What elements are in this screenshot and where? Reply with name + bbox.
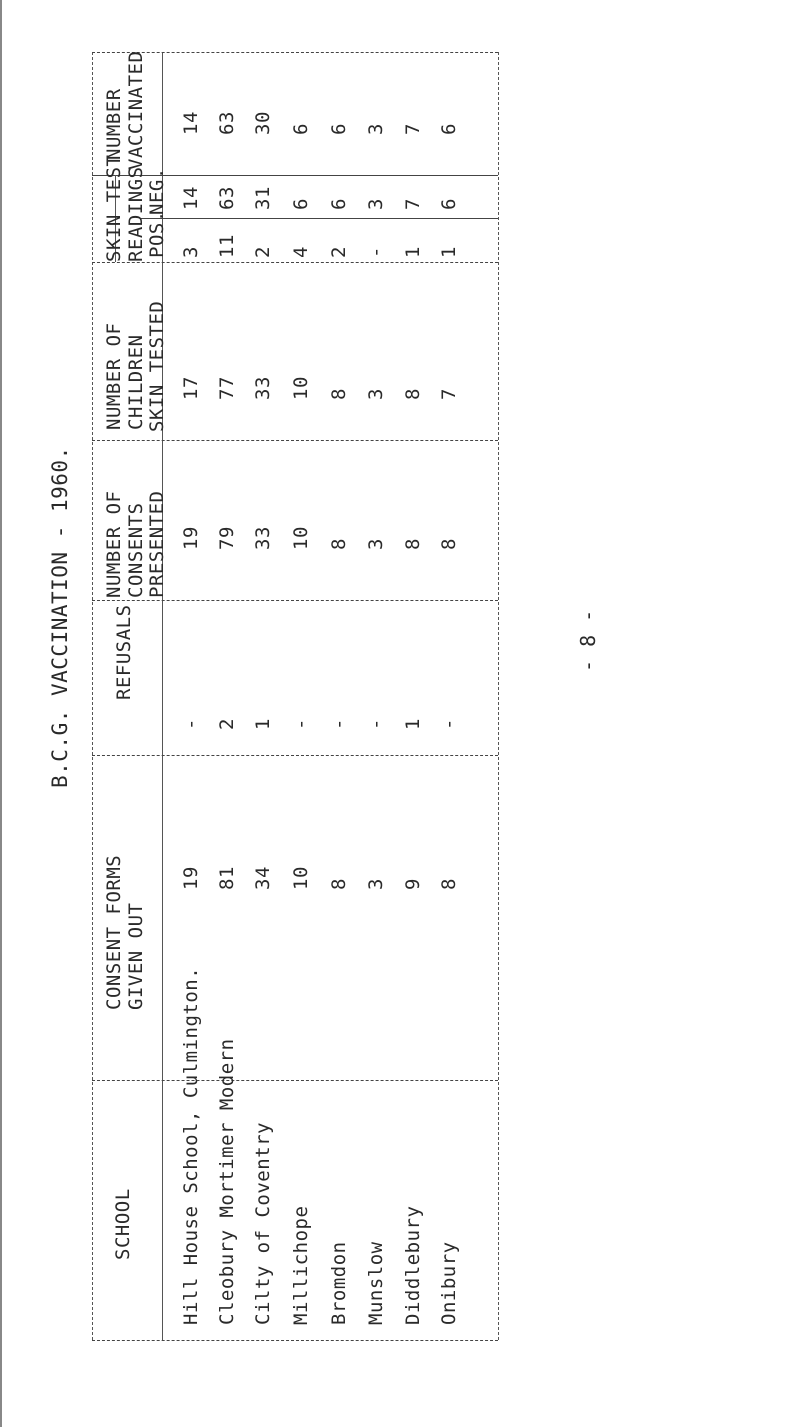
table-row-neg: 31 [252,186,274,210]
col-sep-tested [92,440,498,441]
table-row-forms: 8 [438,878,460,890]
table-row-vaccinated: 30 [252,111,274,135]
table-row-tested: 8 [402,388,424,400]
table-row-consents: 79 [216,526,238,550]
table-row-consents: 3 [365,538,387,550]
table-left-border [92,52,93,1340]
header-consent-forms-2: GIVEN OUT [125,902,147,1010]
table-row-school: Hill House School, Culmington. [180,966,202,1325]
table-row-refusals: - [180,718,202,730]
table-row-pos: 4 [290,246,312,258]
header-school: SCHOOL [112,1188,134,1260]
table-row-neg: 6 [438,198,460,210]
table-row-school: Millichope [290,1205,312,1325]
table-row-neg: 6 [290,198,312,210]
table-row-forms: 3 [365,878,387,890]
table-row-forms: 34 [252,866,274,890]
table-row-tested: 77 [216,376,238,400]
table-bottom-border [92,1340,498,1341]
table-row-refusals: 1 [252,718,274,730]
header-consent-forms: CONSENT FORMS [103,854,125,1010]
table-row-tested: 3 [365,388,387,400]
table-row-vaccinated: 6 [290,123,312,135]
table-row-neg: 14 [180,186,202,210]
table-row-vaccinated: 63 [216,111,238,135]
table-row-school: Cilty of Coventry [252,1122,274,1325]
page-number: - 8 - [576,609,600,672]
table-row-tested: 33 [252,376,274,400]
table-row-school: Onibury [438,1241,460,1325]
header-consents-2: CONSENTS [125,502,147,598]
table-row-pos: 2 [252,246,274,258]
table-row-refusals: 2 [216,718,238,730]
table-row-consents: 8 [438,538,460,550]
header-tested-3: SKIN TESTED [146,300,168,432]
table-row-refusals: - [328,718,350,730]
table-row-vaccinated: 14 [180,111,202,135]
table-row-consents: 8 [328,538,350,550]
table-row-refusals: - [438,718,460,730]
table-row-tested: 8 [328,388,350,400]
table-row-forms: 19 [180,866,202,890]
table-row-consents: 33 [252,526,274,550]
header-consents-3: PRESENTED [146,490,168,598]
table-row-vaccinated: 6 [438,123,460,135]
table-row-refusals: - [365,718,387,730]
header-pos: POS. [146,210,168,258]
header-skin-test-2: READINGS [125,166,147,262]
col-sep-skin-test [92,262,498,263]
table-row-school: Munslow [365,1241,387,1325]
table-right-border [498,52,499,1340]
table-row-school: Diddlebury [402,1205,424,1325]
table-row-pos: 1 [438,246,460,258]
table-row-tested: 10 [290,376,312,400]
header-tested-2: CHILDREN [125,334,147,430]
header-skin-test: SKIN TEST [103,154,125,262]
table-row-tested: 17 [180,376,202,400]
table-row-forms: 8 [328,878,350,890]
col-sep-refusals [92,755,498,756]
header-number-vaccinated-2: VACCINATED [125,50,147,170]
table-row-tested: 7 [438,388,460,400]
table-row-consents: 8 [402,538,424,550]
table-row-neg: 63 [216,186,238,210]
table-row-pos: 3 [180,246,202,258]
table-row-school: Cleobury Mortimer Modern [216,1038,238,1325]
col-sep-forms [92,1080,498,1081]
table-top-border [92,52,498,53]
table-row-school: Bromdon [328,1241,350,1325]
table-row-neg: 7 [402,198,424,210]
table-row-forms: 81 [216,866,238,890]
table-row-vaccinated: 3 [365,123,387,135]
table-row-vaccinated: 6 [328,123,350,135]
table-row-pos: 1 [402,246,424,258]
header-tested-1: NUMBER OF [103,322,125,430]
table-row-neg: 6 [328,198,350,210]
skin-pos-neg-divider [140,218,498,219]
table-row-refusals: 1 [402,718,424,730]
header-neg: NEG. [146,167,168,215]
col-sep-consents [92,600,498,601]
header-consents-1: NUMBER OF [103,490,125,598]
header-number-vaccinated: NUMBER [103,88,125,160]
table-row-forms: 9 [402,878,424,890]
skin-sub-top [115,175,498,176]
table-row-pos: 11 [216,234,238,258]
table-row-forms: 10 [290,866,312,890]
table-row-pos: 2 [328,246,350,258]
table-row-neg: 3 [365,198,387,210]
table-row-vaccinated: 7 [402,123,424,135]
table-row-refusals: - [290,718,312,730]
table-row-pos: - [365,246,387,258]
table-row-consents: 10 [290,526,312,550]
header-refusals: REFUSALS [113,604,135,700]
document-title: B.C.G. VACCINATION - 1960. [48,446,72,788]
table-row-consents: 19 [180,526,202,550]
